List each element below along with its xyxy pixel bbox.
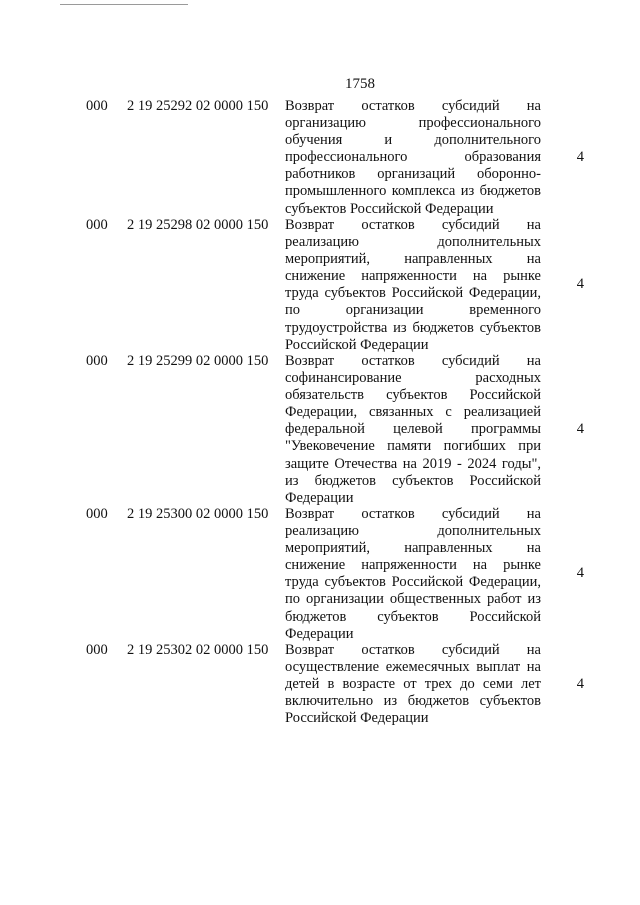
income-description: Возврат остатков субсидий на софинансирование расходных обязательств субъектов Российской Федерации, связанных с реализацией федеральной целевой программы "Увековечение памяти погибших при защите Отечества на 2019 - 2024 годы", из бюджетов субъектов Российской Федерации: [285, 353, 541, 506]
income-description: Возврат остатков субсидий на реализацию дополнительных мероприятий, направленных на снижение напряженности на рынке труда субъектов Российской Федерации, по организации общественных работ из бюджетов субъектов Российской Федерации: [285, 506, 541, 642]
table-row: [0, 217, 640, 353]
scan-artifact-line: [60, 4, 188, 5]
budget-classification-code: 2 19 25298 02 0000 150: [127, 217, 269, 233]
admin-code: 000: [86, 353, 108, 369]
standard-value: 4: [576, 276, 584, 292]
page-number: 1758: [345, 76, 375, 92]
table-row: [0, 642, 640, 727]
admin-code: 000: [86, 642, 108, 658]
standard-value: 4: [576, 421, 584, 437]
budget-code-table: [0, 98, 640, 727]
budget-classification-code: 2 19 25300 02 0000 150: [127, 506, 269, 522]
table-row: [0, 506, 640, 642]
income-description: Возврат остатков субсидий на реализацию дополнительных мероприятий, направленных на снижение напряженности на рынке труда субъектов Российской Федерации, по организации временного трудоустройства из бюджетов субъектов Российской Федерации: [285, 217, 541, 353]
standard-value: 4: [576, 565, 584, 581]
budget-classification-code: 2 19 25299 02 0000 150: [127, 353, 269, 369]
admin-code: 000: [86, 217, 108, 233]
income-description: Возврат остатков субсидий на организацию профессионального обучения и дополнительного профессионального образования работников организаций оборонно-промышленного комплекса из бюджетов субъектов Российской Федерации: [285, 98, 541, 217]
budget-classification-code: 2 19 25302 02 0000 150: [127, 642, 269, 658]
income-description: Возврат остатков субсидий на осуществление ежемесячных выплат на детей в возрасте от трех до семи лет включительно из бюджетов субъектов Российской Федерации: [285, 642, 541, 727]
table-row: [0, 353, 640, 506]
admin-code: 000: [86, 98, 108, 114]
table-row: [0, 98, 640, 217]
standard-value: 4: [576, 149, 584, 165]
admin-code: 000: [86, 506, 108, 522]
budget-classification-code: 2 19 25292 02 0000 150: [127, 98, 269, 114]
standard-value: 4: [576, 676, 584, 692]
